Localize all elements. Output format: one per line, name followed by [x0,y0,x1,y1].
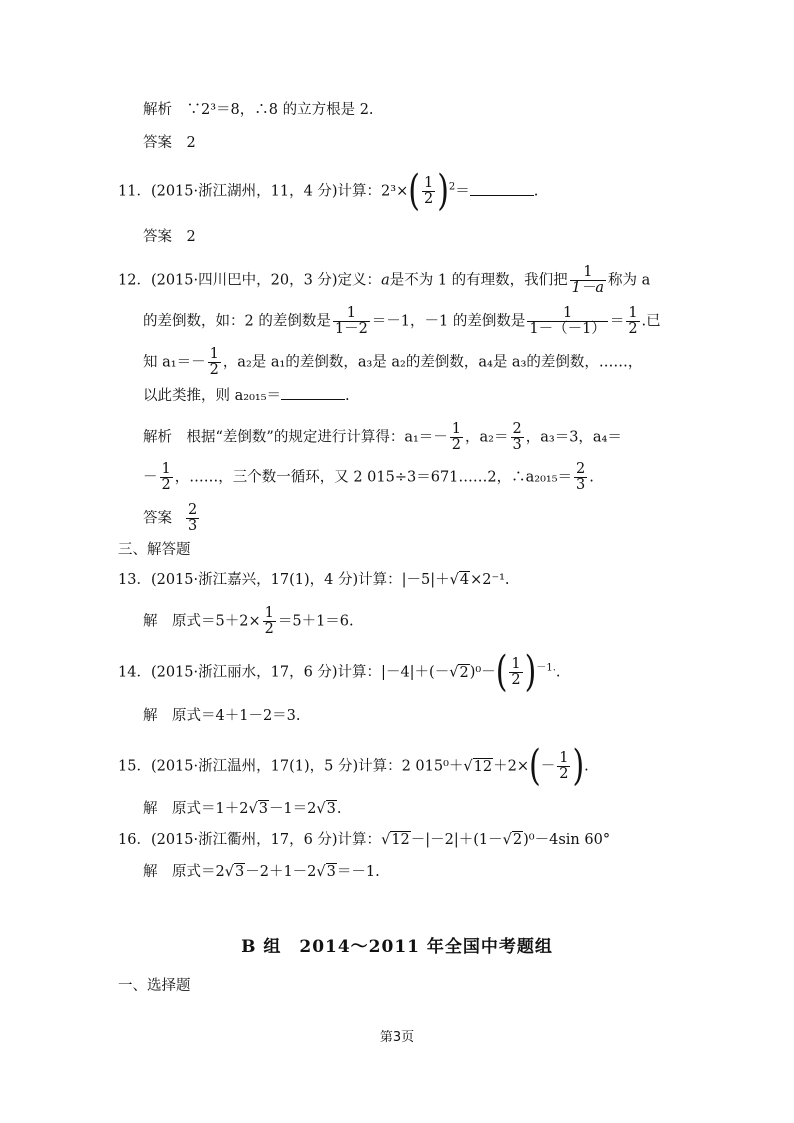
solution-16: 解 原式＝2√3－2＋1－2√3＝－1. [143,864,380,880]
question-16: 16．(2015·浙江衢州，17，6 分)计算：√12－|－2|＋(1－√2)⁰－4sin 60° [118,832,611,848]
right-paren-icon: ) [437,166,449,216]
analysis-line-12-2: － $\frac{1}{2}$ ，……，三个数一循环，又 2 015÷3＝671……2，∴a₂₀₁₅＝ $\frac{2}{3}$ . [143,461,594,493]
fraction: $\frac{1}{2}$ [209,346,219,378]
question-13: 13．(2015·浙江嘉兴，17(1)，4 分)计算：|－5|＋√4×2⁻¹. [118,572,510,588]
question-15: 15．(2015·浙江温州，17(1)，5 分)计算：2 015⁰＋√12＋2×(－ $\frac{1}{2}$ ). [118,741,589,791]
fraction: $\frac{1}{1-2}$ [334,305,368,337]
sqrt-icon: √ [316,864,326,880]
page-footer: 第3页 [379,1030,415,1045]
solution-13: 解 原式＝5＋2× $\frac{1}{2}$ ＝5＋1＝6. [143,605,354,637]
sqrt-icon: √ [224,864,234,880]
left-paren-icon: ( [495,647,508,697]
fraction: $\frac{1}{1-(-1)}$ [529,305,606,337]
solution-15: 解 原式＝1＋2√3－1＝2√3. [143,801,342,817]
analysis-line-1: 解析 ∵2³＝8，∴8 的立方根是 2. [143,102,374,118]
fraction: $\frac{1}{2}$ [161,461,171,493]
sqrt-icon: √ [248,801,258,817]
answer-blank [281,385,345,400]
group-b-heading: B 组 2014～2011 年全国中考题组 [241,937,553,957]
question-12-line-3: 知 a₁＝－ $\frac{1}{2}$ ，a₂是 a₁的差倒数，a₃是 a₂的差倒数，a₄是 a₃的差倒数，……， [143,346,643,378]
fraction: $\frac{1}{1-a}$ [571,264,605,296]
section-heading-1: 一、选择题 [118,978,191,994]
sqrt-icon: √ [463,758,473,775]
sqrt-icon: √ [449,664,459,681]
section-heading-3: 三、解答题 [118,542,191,558]
fraction: $\frac{1}{2}$ [511,656,521,688]
answer-blank [470,181,534,196]
question-12-line-2: 的差倒数，如：2 的差倒数是 $\frac{1}{1-2}$ ＝－1，－1 的差倒数是 $\frac{1}{1-(-1)}$ ＝ $\frac{1}{2}$ .已 [143,305,661,337]
answer-line-11: 答案 2 [143,229,196,245]
fraction: $\frac{2}{3}$ [512,421,522,453]
question-12-line-1: 12．(2015·四川巴中，20，3 分)定义：a是不为 1 的有理数，我们把 $\frac{1}{1-a}$ 称为 a [118,264,651,296]
sqrt-icon: √ [449,572,459,588]
fraction: $\frac{1}{2}$ [451,421,462,453]
answer-line-12: 答案 $\frac{2}{3}$ [143,502,198,534]
analysis-line-12-1: 解析 根据“差倒数”的规定进行计算得：a₁＝－ $\frac{1}{2}$ ，a₂＝ $\frac{2}{3}$ ，a₃＝3，a₄＝ [143,421,622,453]
fraction: $\frac{1}{2}$ [264,605,274,637]
question-12-line-4: 以此类推，则 a₂₀₁₅＝ . [143,385,350,406]
sqrt-icon: √ [316,801,326,817]
left-paren-icon: ( [529,741,541,791]
fraction: $\frac{2}{3}$ [576,461,586,493]
fraction: $\frac{1}{2}$ [628,305,638,337]
fraction: $\frac{1}{2}$ [559,750,569,782]
fraction: $\frac{2}{3}$ [188,502,198,534]
left-paren-icon: ( [408,166,420,216]
solution-14: 解 原式＝4＋1－2＝3. [143,708,301,724]
sqrt-icon: √ [502,832,512,848]
exponent: 2 [448,181,456,193]
right-paren-icon: ) [572,741,585,791]
answer-line-10: 答案 2 [143,135,196,151]
sqrt-icon: √ [381,832,391,848]
question-11: 11．(2015·浙江湖州，11，4 分)计算：2³×( $\frac{1}{2}$ )$^2$＝ . [118,166,539,216]
question-14: 14．(2015·浙江丽水，17，6 分)计算：|－4|＋(－√2)⁰－( $\frac{1}{2}$ )$^{-1.}$. [118,647,561,697]
right-paren-icon: ) [524,647,537,697]
fraction: $\frac{1}{2}$ [423,175,434,207]
